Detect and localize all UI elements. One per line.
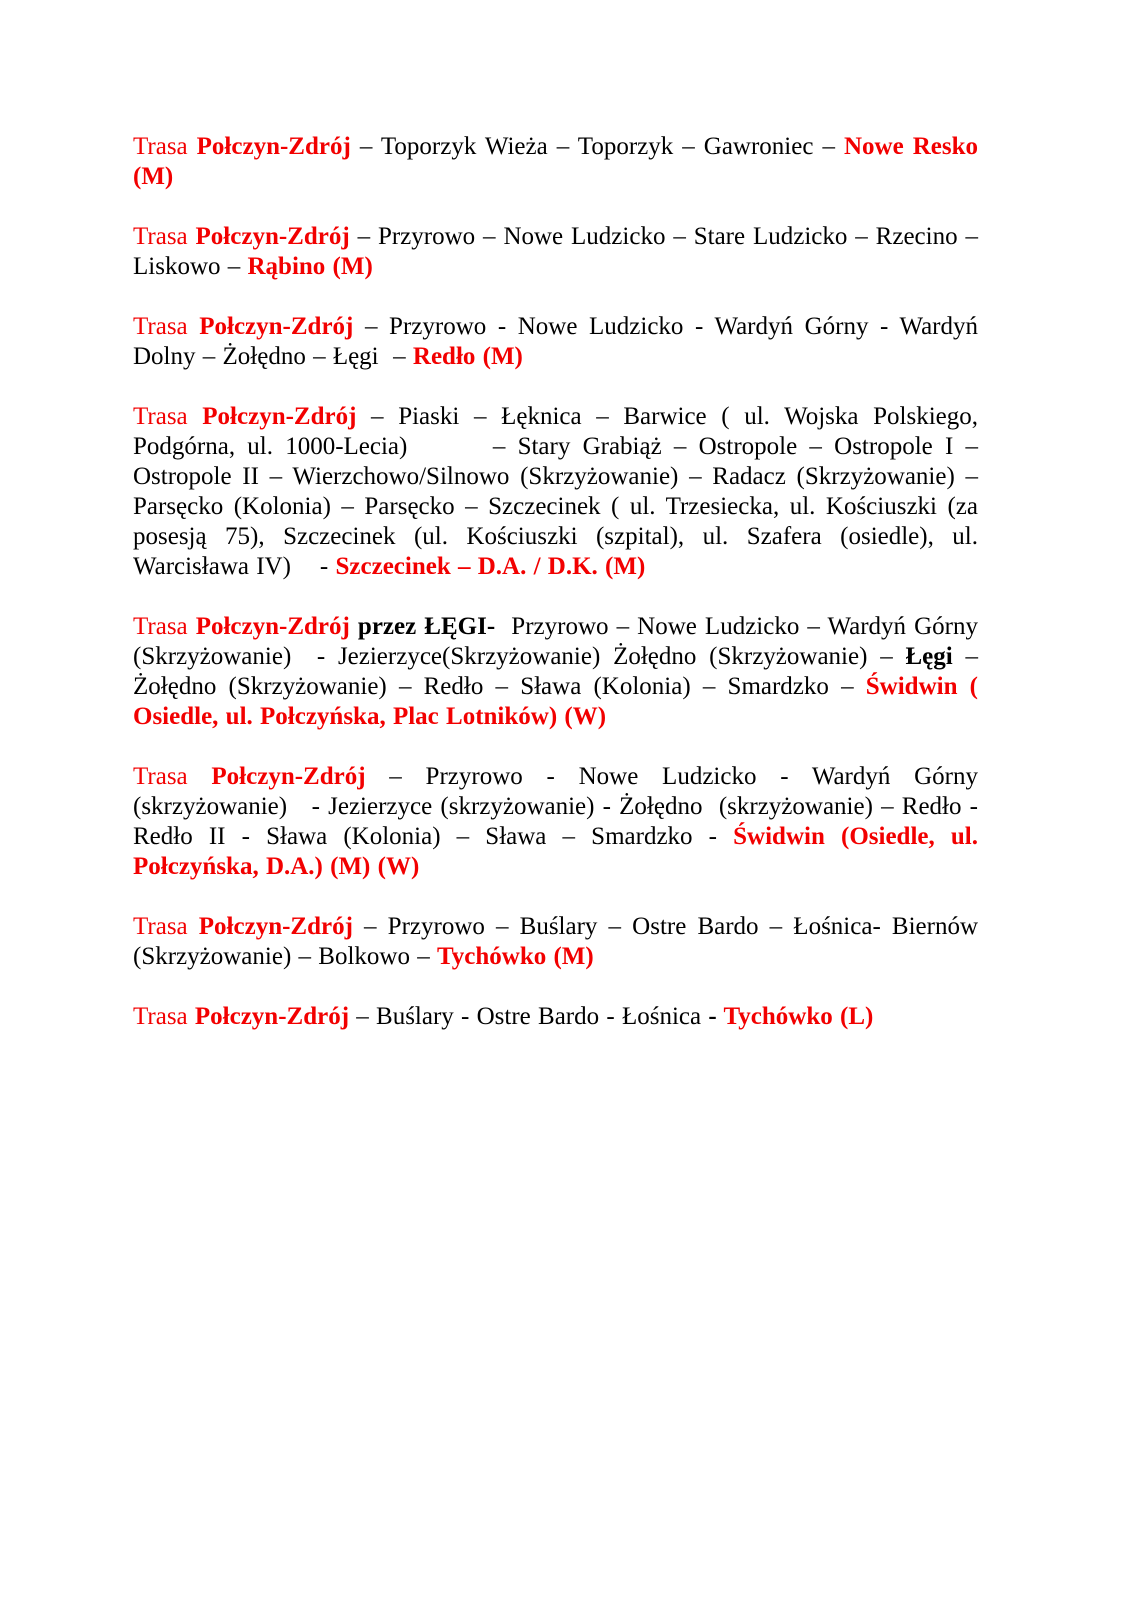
route-stop-emphasis: Łęgi [905, 643, 953, 670]
route-paragraph [133, 612, 978, 732]
dash-separator: - [708, 1003, 724, 1030]
route-stops: – Żołędno (Skrzyżowanie) – Redło – Sława (Kolonia) – Smardzko – [133, 643, 979, 700]
route-via: przez ŁĘGI- [349, 613, 496, 640]
destination: Świdwin (Osiedle, ul. Połczyńska, D.A.) (M) (W) [133, 823, 978, 880]
route-stops: – Przyrowo – Nowe Ludzicko – Stare Ludzicko – Rzecino – Liskowo – [133, 223, 978, 280]
route-paragraph [133, 912, 978, 972]
route-prefix: Trasa [133, 913, 199, 940]
destination: Tychówko (L) [723, 1003, 874, 1030]
destination: Redło (M) [412, 343, 523, 370]
route-prefix: Trasa [133, 313, 200, 340]
route-prefix: Trasa [133, 223, 196, 250]
route-stops: – Przyrowo – Buślary – Ostre Bardo – Łośnica- Biernów (Skrzyżowanie) – Bolkowo – [133, 913, 978, 970]
route-prefix: Trasa [133, 403, 203, 430]
origin-city: Połczyn-Zdrój [199, 313, 354, 340]
route-stops: – Przyrowo - Nowe Ludzicko - Wardyń Górny (skrzyżowanie) - Jezierzyce (skrzyżowanie) - Żołędno (skrzyżowanie) – Redło - Redło II - Sława (Kolonia) – Sława – Smardzko - [133, 763, 979, 850]
route-paragraph [133, 312, 978, 372]
route-paragraph [133, 222, 978, 282]
destination: Świdwin ( Osiedle, ul. Połczyńska, Plac Lotników) (W) [133, 673, 978, 730]
route-prefix: Trasa [133, 1003, 195, 1030]
origin-city: Połczyn-Zdrój [195, 613, 350, 640]
route-stops: – Buślary - Ostre Bardo - Łośnica [349, 1003, 709, 1030]
origin-city: Połczyn-Zdrój [198, 913, 353, 940]
origin-city: Połczyn-Zdrój [194, 1003, 350, 1030]
destination: Nowe Resko (M) [133, 133, 978, 190]
route-paragraph [133, 762, 978, 882]
route-stops: – Toporzyk Wieża – Toporzyk – Gawroniec – [350, 133, 844, 160]
destination: Rąbino (M) [247, 253, 373, 280]
route-stops: – Przyrowo - Nowe Ludzicko - Wardyń Górny - Wardyń Dolny – Żołędno – Łęgi – [133, 313, 979, 370]
route-paragraph [133, 132, 978, 192]
origin-city: Połczyn-Zdrój [202, 403, 357, 430]
route-prefix: Trasa [133, 763, 212, 790]
route-prefix: Trasa [133, 613, 196, 640]
route-stops: Przyrowo – Nowe Ludzicko – Wardyń Górny (Skrzyżowanie) - Jezierzyce(Skrzyżowanie) Żołędno (Skrzyżowanie) – [133, 613, 979, 670]
destination: Tychówko (M) [436, 943, 594, 970]
route-prefix: Trasa [133, 133, 197, 160]
route-stops: – Piaski – Łęknica – Barwice ( ul. Wojska Polskiego, Podgórna, ul. 1000-Lecia) – Stary Grabiąż – Ostropole – Ostropole I – Ostropole II – Wierzchowo/Silnowo (Skrzyżowanie) – Radacz (Skrzyżowanie) – Parsęcko (Kolonia) – Parsęcko – Szczecinek ( ul. Trzesiecka, ul. Kościuszki (za posesją 75), Szczecinek (ul. Kościuszki (szpital), ul. Szafera (osiedle), ul. Warcisława IV) - [133, 403, 978, 580]
route-paragraph [133, 402, 978, 582]
origin-city: Połczyn-Zdrój [211, 763, 366, 790]
route-paragraph [133, 1002, 978, 1032]
origin-city: Połczyn-Zdrój [196, 133, 351, 160]
origin-city: Połczyn-Zdrój [195, 223, 350, 250]
destination: Szczecinek – D.A. / D.K. (M) [335, 553, 646, 580]
